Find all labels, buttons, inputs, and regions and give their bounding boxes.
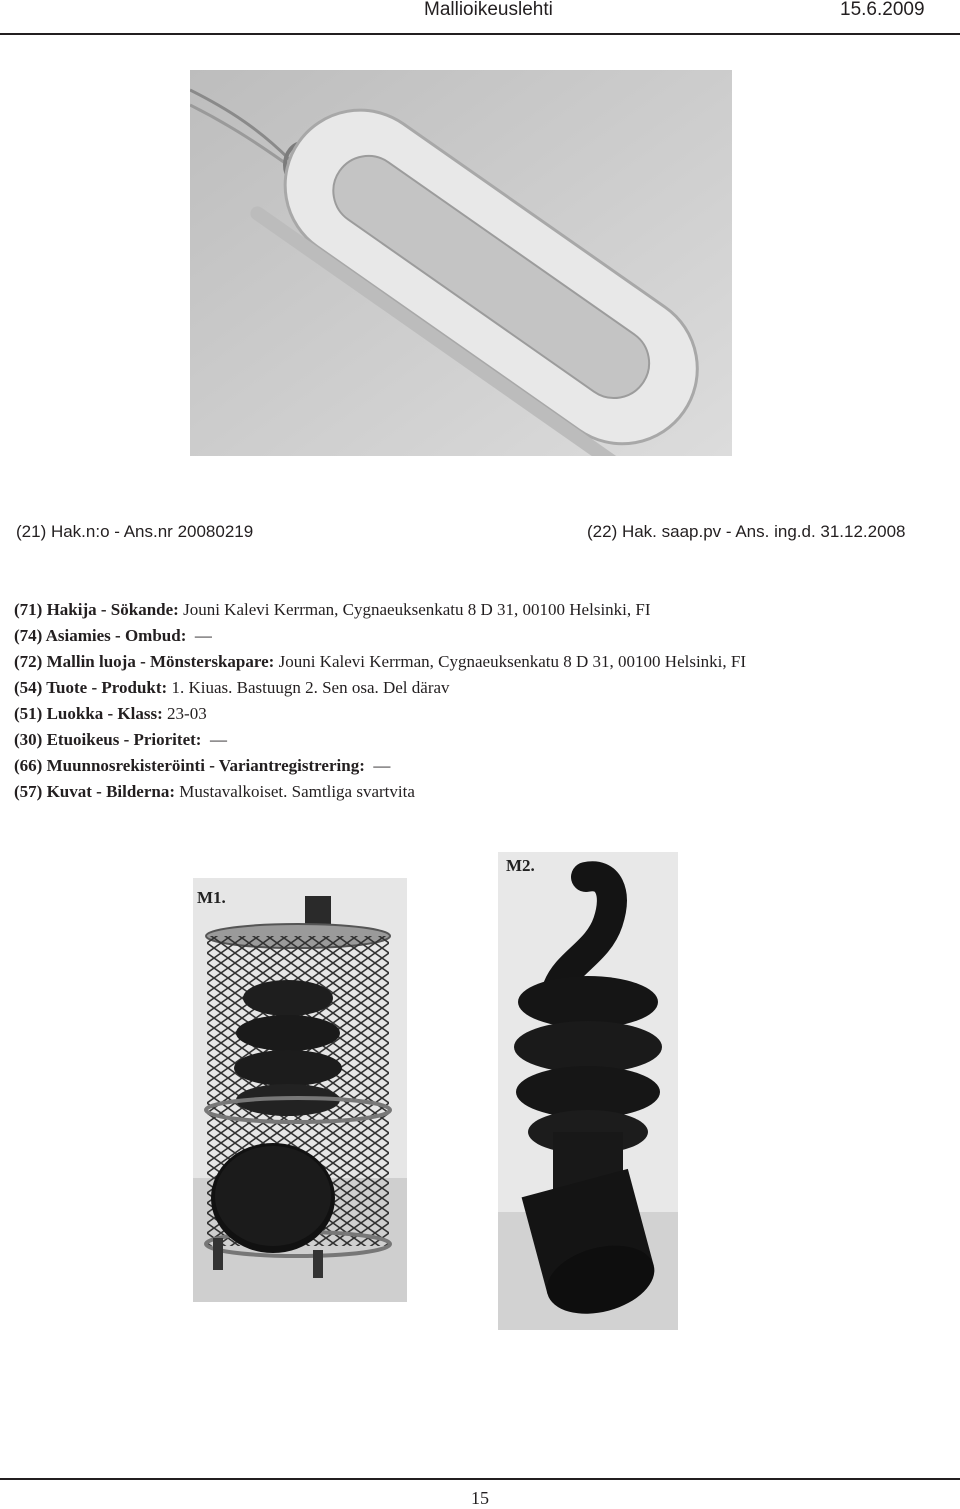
product-photo-m2 <box>498 852 678 1330</box>
application-number: (21) Hak.n:o - Ans.nr 20080219 <box>16 522 254 541</box>
coil-part-illustration <box>498 852 678 1330</box>
stove-cage-illustration <box>193 878 407 1302</box>
field-priority: (30) Etuoikeus - Prioritet: — <box>14 730 227 749</box>
publication-title: Mallioikeuslehti <box>424 0 553 20</box>
field-applicant: (71) Hakija - Sökande: Jouni Kalevi Kerrman, Cygnaeuksenkatu 8 D 31, 00100 Helsinki, FI <box>14 600 651 619</box>
field-designer: (72) Mallin luoja - Mönsterskapare: Jouni Kalevi Kerrman, Cygnaeuksenkatu 8 D 31, 00100 Helsinki, FI <box>14 652 747 671</box>
header-rule <box>0 33 960 35</box>
field-images: (57) Kuvat - Bilderna: Mustavalkoiset. Samtliga svartvita <box>14 782 415 801</box>
registration-fields <box>14 597 944 805</box>
page-number: 15 <box>471 1488 489 1508</box>
filing-date: (22) Hak. saap.pv - Ans. ing.d. 31.12.2008 <box>587 522 906 541</box>
product-photo-oval-part <box>190 70 732 456</box>
footer-rule <box>0 1478 960 1480</box>
figure-label-m1: M1. <box>197 888 226 907</box>
field-class: (51) Luokka - Klass: 23-03 <box>14 704 207 723</box>
field-product: (54) Tuote - Produkt: 1. Kiuas. Bastuugn 2. Sen osa. Del därav <box>14 678 450 697</box>
product-photo-m1 <box>193 878 407 1302</box>
field-variant: (66) Muunnosrekisteröinti - Variantregistrering: — <box>14 756 391 775</box>
oval-part-illustration <box>190 70 732 456</box>
field-agent: (74) Asiamies - Ombud: — <box>14 626 212 645</box>
publication-date: 15.6.2009 <box>840 0 925 20</box>
page-header <box>0 0 960 36</box>
figure-label-m2: M2. <box>506 856 535 875</box>
